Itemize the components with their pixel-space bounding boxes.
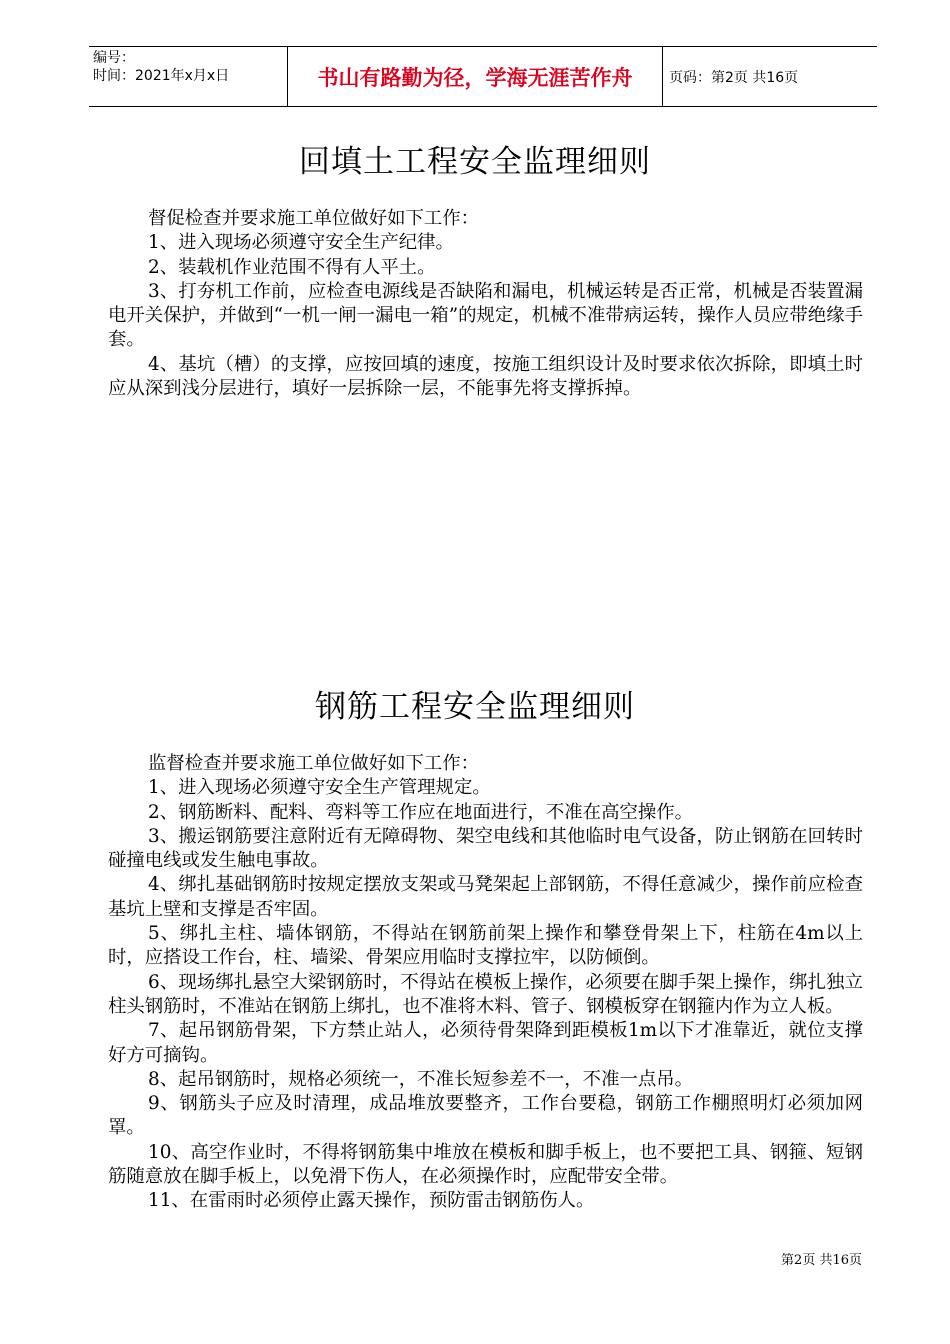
paragraph: 9、钢筋头子应及时清理，成品堆放要整齐，工作台要稳，钢筋工作棚照明灯必须加网罩。 [108,1093,863,1139]
paragraph: 督促检查并要求施工单位做好如下工作： [148,208,480,229]
paragraph: 监督检查并要求施工单位做好如下工作： [148,753,480,774]
paragraph: 8、起吊钢筋时，规格必须统一，不准长短参差不一，不准一点吊。 [148,1068,694,1090]
paragraph: 4、基坑（槽）的支撑，应按回填的速度，按施工组织设计及时要求依次拆除，即填土时应从深到浅分层进行，填好一层拆除一层，不能事先将支撑拆掉。 [108,353,863,400]
paragraph: 2、钢筋断料、配料、弯料等工作应在地面进行，不准在高空操作。 [148,801,694,823]
header-page-label: 页码：第2页 共16页 [669,69,799,86]
page-header [89,46,877,107]
header-motto: 书山有路勤为径，学海无涯苦作舟 [287,47,663,106]
paragraph: 1、进入现场必须遵守安全生产纪律。 [148,232,454,254]
paragraph: 1、进入现场必须遵守安全生产管理规定。 [148,777,491,799]
section1-title: 回填土工程安全监理细则 [299,144,651,180]
section2-title: 钢筋工程安全监理细则 [315,689,635,725]
section1-body [108,207,863,401]
time-label: 时间：2021年x月x日 [93,68,230,84]
paragraph: 11、在雷雨时必须停止露天操作，预防雷击钢筋伤人。 [148,1190,595,1212]
section2-body [108,752,863,1214]
paragraph: 5、绑扎主柱、墙体钢筋，不得站在钢筋前架上操作和攀登骨架上下，柱筋在4m以上时，应搭设工作台，柱、墙梁、骨架应用临时支撑拉牢，以防倾倒。 [108,923,863,969]
paragraph: 3、搬运钢筋要注意附近有无障碍物、架空电线和其他临时电气设备，防止钢筋在回转时碰撞电线或发生触电事故。 [108,825,863,872]
page-footer: 第2页 共16页 [781,1253,862,1268]
paragraph: 4、绑扎基础钢筋时按规定摆放支架或马凳架起上部钢筋，不得任意减少，操作前应检查基坑上壁和支撑是否牢固。 [108,874,863,920]
header-meta [93,49,283,85]
paragraph: 6、现场绑扎悬空大梁钢筋时，不得站在模板上操作，必须要在脚手架上操作，绑扎独立柱头钢筋时，不准站在钢筋上绑扎，也不准将木料、管子、钢模板穿在钢箍内作为立人板。 [108,971,863,1017]
paragraph: 2、装载机作业范围不得有人平土。 [148,256,436,278]
paragraph: 3、打夯机工作前，应检查电源线是否缺陷和漏电，机械运转是否正常，机械是否装置漏电开关保护，并做到“一机一闸一漏电一箱”的规定，机械不准带病运转，操作人员应带绝缘手套。 [108,280,863,351]
paragraph: 10、高空作业时，不得将钢筋集中堆放在模板和脚手板上，也不要把工具、钢箍、短钢筋随意放在脚手板上，以免滑下伤人，在必须操作时，应配带安全带。 [108,1141,863,1188]
paragraph: 7、起吊钢筋骨架，下方禁止站人，必须待骨架降到距模板1m以下才准靠近，就位支撑好方可摘钩。 [108,1020,863,1066]
number-label: 编号： [93,50,135,66]
